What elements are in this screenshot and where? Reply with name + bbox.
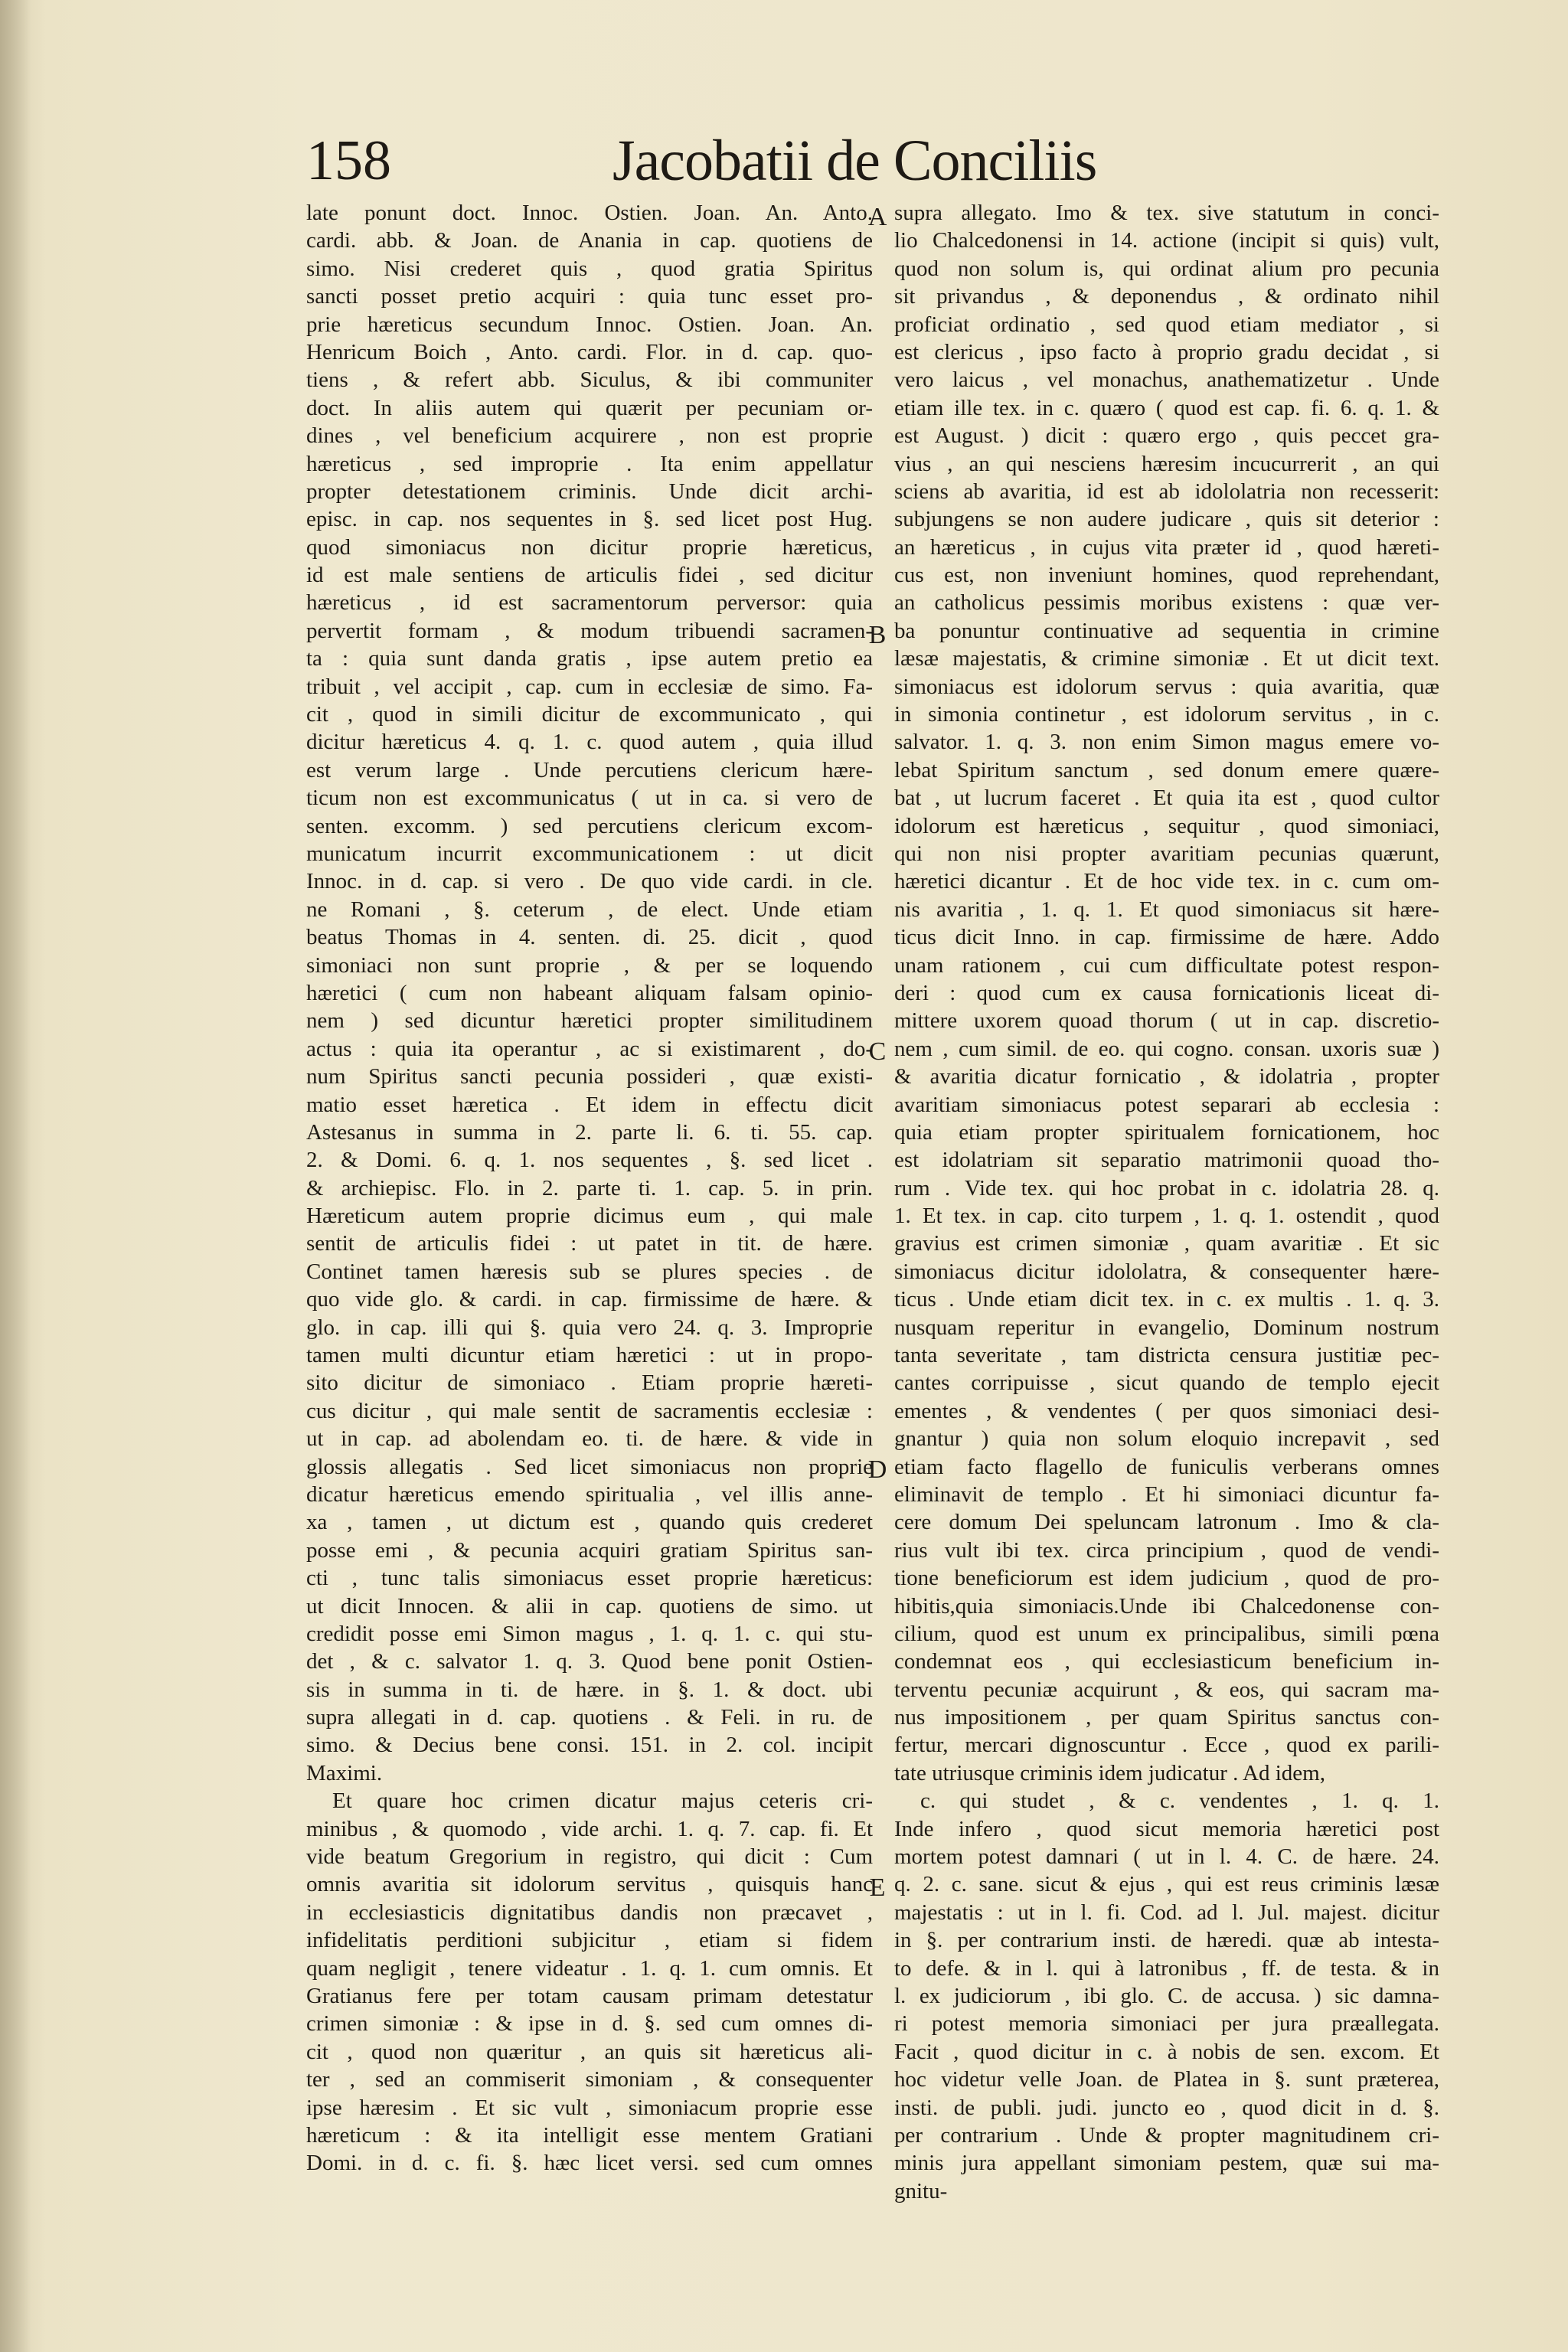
text-line: nusquam reperitur in evangelio, Dominum nostrum — [894, 1315, 1439, 1340]
text-line: dicatur hæreticus emendo spiritualia , vel illis anne- — [306, 1481, 873, 1507]
text-line: ba ponuntur continuative ad sequentia in crimine — [894, 618, 1439, 643]
text-line: ticum non est excommunicatus ( ut in ca. si vero de — [306, 786, 873, 811]
text-line: est clericus , ipso facto à proprio gradu decidat , si — [894, 339, 1439, 364]
text-line: dines , vel beneficium acquirere , non est proprie — [306, 423, 873, 449]
text-line: 1. Et tex. in cap. cito turpem , 1. q. 1. ostendit , quod — [894, 1204, 1439, 1229]
text-line: gnitu- — [894, 2178, 948, 2203]
text-line: supra allegati in d. cap. quotiens . & Feli. in ru. de — [306, 1705, 873, 1730]
text-line: tanta severitate , tam districta censura justitiæ pec- — [894, 1343, 1439, 1368]
margin-letter-c: C — [868, 1037, 887, 1066]
text-line: avaritiam simoniacus potest separari ab ecclesia : — [894, 1092, 1439, 1117]
text-line: cus dicitur , qui male sentit de sacramentis ecclesiæ : — [306, 1398, 873, 1423]
text-line: dicitur hæreticus 4. q. 1. c. quod autem , quia illud — [306, 730, 873, 755]
text-line: cantes corripuisse , sicut quando de templo ejecit — [894, 1370, 1439, 1396]
text-line: sciens ab avaritia, id est ab idololatria non recesserit: — [894, 479, 1439, 504]
text-line: est August. ) dicit : quæro ergo , quis peccet gra- — [894, 423, 1439, 449]
text-line: hæretici dicantur . Et de hoc vide tex. in c. cum om- — [894, 869, 1439, 894]
text-line: xa , tamen , ut dictum est , quando quis crederet — [306, 1510, 873, 1535]
text-line: tate utriusque criminis idem judicatur . Ad idem, — [894, 1760, 1325, 1785]
text-line: matio esset hæretica . Et idem in effectu dicit — [306, 1092, 873, 1117]
text-line: tamen multi dicuntur etiam hæretici : ut in propo- — [306, 1343, 873, 1368]
text-line: supra allegato. Imo & tex. sive statutum in conci- — [894, 201, 1439, 225]
text-line: simoniacus dicitur idololatra, & consequenter hære- — [894, 1259, 1439, 1284]
text-line: etiam ille tex. in c. quæro ( quod est cap. fi. 6. q. 1. & — [894, 395, 1439, 420]
text-line: q. 2. c. sane. sicut & ejus , qui est reus criminis læsæ — [894, 1872, 1439, 1897]
text-line: Et quare hoc crimen dicatur majus ceteris cri- — [332, 1788, 873, 1814]
text-line: prie hæreticus secundum Innoc. Ostien. Joan. An. — [306, 312, 873, 337]
text-line: gravius est crimen simoniæ , quam avaritiæ . Et sic — [894, 1231, 1439, 1256]
text-line: nus impositionem , per quam Spiritus sanctus con- — [894, 1705, 1439, 1730]
text-line: etiam facto flagello de funiculis verberans omnes — [894, 1454, 1439, 1479]
text-line: quod non solum is, qui ordinat alium pro pecunia — [894, 256, 1439, 281]
text-line: simoniaci non sunt proprie , & per se loquendo — [306, 952, 873, 978]
text-line: Inde infero , quod sicut memoria hæretici post — [894, 1816, 1439, 1841]
text-line: fertur, mercari dignoscuntur . Ecce , quod ex parili- — [894, 1733, 1439, 1758]
text-line: per contrarium . Unde & propter magnitudinem cri- — [894, 2122, 1439, 2148]
text-line: vero laicus , vel monachus, anathematizetur . Unde — [894, 368, 1439, 393]
text-line: Maximi. — [306, 1760, 383, 1785]
text-line: bat , ut lucrum faceret . Et quia ita est , quod cultor — [894, 786, 1439, 811]
text-line: Facit , quod dicitur in c. à nobis de sen. excom. Et — [894, 2039, 1439, 2064]
text-line: subjungens se non audere judicare , quis sit deterior : — [894, 507, 1439, 532]
text-line: mittere uxorem quoad thorum ( ut in cap. discretio- — [894, 1008, 1439, 1034]
text-line: sentit de articulis fidei : ut patet in tit. de hære. — [306, 1231, 873, 1256]
text-line: cardi. abb. & Joan. de Anania in cap. quotiens de — [306, 228, 873, 253]
text-line: cit , quod non quæritur , an quis sit hæreticus ali- — [306, 2039, 873, 2064]
text-line: hoc videtur velle Joan. de Platea in §. sunt præterea, — [894, 2067, 1439, 2092]
text-line: 2. & Domi. 6. q. 1. nos sequentes , §. sed licet . — [306, 1148, 873, 1173]
text-line: cere domum Dei speluncam latronum . Imo & cla- — [894, 1510, 1439, 1535]
text-line: mortem potest damnari ( ut in l. 4. C. de hære. 24. — [894, 1844, 1439, 1870]
text-line: ut in cap. ad abolendam eo. ti. de hære. & vide in — [306, 1426, 873, 1452]
text-line: det , & c. salvator 1. q. 3. Quod bene ponit Ostien- — [306, 1649, 873, 1674]
text-line: Astesanus in summa in 2. parte li. 6. ti. 55. cap. — [306, 1119, 873, 1145]
text-line: idolorum est hæreticus , sequitur , quod simoniaci, — [894, 813, 1439, 838]
text-line: infidelitatis perditioni subjicitur , etiam si fidem — [306, 1928, 873, 1953]
margin-letter-a: A — [867, 203, 887, 231]
text-line: quia etiam propter spiritualem fornicationem, hoc — [894, 1119, 1439, 1145]
page-number: 158 — [306, 129, 391, 192]
text-line: insti. de publi. judi. juncto eo , quod dicit in d. §. — [894, 2095, 1439, 2120]
text-line: in ecclesiasticis dignitatibus dandis non præcavet , — [306, 1900, 873, 1925]
left-text-column — [306, 199, 873, 2177]
text-line: doct. In aliis autem qui quærit per pecuniam or- — [306, 395, 873, 420]
text-line: ut dicit Innocen. & alii in cap. quotiens de simo. ut — [306, 1593, 873, 1619]
text-line: simo. Nisi crederet quis , quod gratia Spiritus — [306, 256, 873, 281]
text-line: ementes , & vendentes ( per quos simoniaci desi- — [894, 1398, 1439, 1423]
text-line: vius , an qui nesciens hæresim incucurrerit , an qui — [894, 451, 1439, 476]
text-line: simo. & Decius bene consi. 151. in 2. col. incipit — [306, 1733, 873, 1758]
text-line: posse emi , & pecunia acquiri gratiam Spiritus san- — [306, 1537, 873, 1563]
margin-letter-e: E — [869, 1873, 886, 1902]
text-line: ticus . Unde etiam dicit tex. in c. ex multis . 1. q. 3. — [894, 1287, 1439, 1312]
text-line: ne Romani , §. ceterum , de elect. Unde etiam — [306, 897, 873, 922]
text-line: ta : quia sunt danda gratis , ipse autem pretio ea — [306, 646, 873, 671]
text-line: tiens , & refert abb. Siculus, & ibi communiter — [306, 368, 873, 393]
text-line: lio Chalcedonensi in 14. actione (incipit si quis) vult, — [894, 228, 1439, 253]
page-header — [306, 122, 1302, 199]
text-line: majestatis : ut in l. fi. Cod. ad l. Jul. majest. dicitur — [894, 1900, 1439, 1925]
text-line: cus est, non inveniunt homines, quod reprehendant, — [894, 563, 1439, 588]
text-line: an hæreticus , in cujus vita præter id , quod hæreti- — [894, 534, 1439, 560]
text-line: minis jura appellant simoniam pestem, quæ sui ma- — [894, 2151, 1439, 2176]
text-line: Gratianus fere per totam causam primam detestatur — [306, 1984, 873, 2008]
text-line: id est male sentiens de articulis fidei , sed dicitur — [306, 563, 873, 588]
text-line: senten. excomm. ) sed percutiens clericum excom- — [306, 813, 873, 838]
text-line: glossis allegatis . Sed licet simoniacus non proprie — [306, 1454, 873, 1479]
text-line: sito dicitur de simoniaco . Etiam proprie hæreti- — [306, 1370, 873, 1396]
text-line: cti , tunc talis simoniacus esset proprie hæreticus: — [306, 1566, 873, 1591]
text-line: & archiepisc. Flo. in 2. parte ti. 1. cap. 5. in prin. — [306, 1175, 873, 1200]
text-line: sancti posset pretio acquiri : quia tunc esset pro- — [306, 284, 873, 309]
text-line: minibus , & quomodo , vide archi. 1. q. 7. cap. fi. Et — [306, 1816, 873, 1841]
text-line: an catholicus pessimis moribus existens : quæ ver- — [894, 590, 1439, 616]
text-line: in simonia continetur , est idolorum servitus , in c. — [894, 702, 1439, 727]
text-line: glo. in cap. illi qui §. quia vero 24. q. 3. Improprie — [306, 1315, 873, 1340]
text-line: num Spiritus sancti pecunia possideri , quæ existi- — [306, 1064, 873, 1089]
running-title: Jacobatii de Conciliis — [612, 129, 1097, 193]
text-line: tione beneficiorum est idem judicium , quod de pro- — [894, 1566, 1439, 1591]
text-line: simoniacus est idolorum servus : quia avaritia, quæ — [894, 674, 1439, 699]
text-line: cilium, quod est unum ex principalibus, simili pœna — [894, 1621, 1439, 1646]
text-line: terventu pecuniæ acquirunt , & eos, qui sacram ma- — [894, 1677, 1439, 1702]
text-line: lebat Spiritum sanctum , sed donum emere quære- — [894, 757, 1439, 782]
text-line: nem , cum simil. de eo. qui cogno. consan. uxoris suæ ) — [894, 1036, 1439, 1061]
text-line: tribuit , vel accipit , cap. cum in ecclesiæ de simo. Fa- — [306, 674, 873, 699]
text-line: est verum large . Unde percutiens clericum hære- — [306, 757, 873, 782]
text-line: sit privandus , & deponendus , & ordinato nihil — [894, 284, 1439, 309]
text-line: & avaritia dicatur fornicatio , & idolatria , propter — [894, 1064, 1439, 1089]
text-line: pervertit formam , & modum tribuendi sacramen- — [306, 618, 873, 643]
text-line: qui non nisi propter avaritiam pecunias quærunt, — [894, 841, 1439, 866]
text-line: hæreticum : & ita intelligit esse mentem Gratiani — [306, 2122, 873, 2148]
text-line: c. qui studet , & c. vendentes , 1. q. 1. — [920, 1788, 1439, 1814]
text-line: læsæ majestatis, & crimine simoniæ . Et ut dicit text. — [894, 646, 1439, 671]
text-line: credidit posse emi Simon magus , 1. q. 1. c. qui stu- — [306, 1621, 873, 1646]
text-line: quam negligit , tenere videatur . 1. q. 1. cum omnis. Et — [306, 1955, 873, 1981]
text-line: sis in summa in ti. de hære. in §. 1. & doct. ubi — [306, 1677, 873, 1702]
text-line: ipse hæresim . Et sic vult , simoniacum proprie esse — [306, 2095, 873, 2120]
text-line: Innoc. in d. cap. si vero . De quo vide cardi. in cle. — [306, 869, 873, 894]
text-line: hæreticus , sed improprie . Ita enim appellatur — [306, 451, 873, 476]
text-line: rius vult ibi tex. circa principium , quod de vendi- — [894, 1537, 1439, 1563]
text-line: gnantur ) quia non solum eloquio increpavit , sed — [894, 1426, 1439, 1452]
text-line: Continet tamen hæresis sub se plures species . de — [306, 1259, 873, 1284]
text-line: episc. in cap. nos sequentes in §. sed licet post Hug. — [306, 507, 873, 532]
text-line: omnis avaritia sit idolorum servitus , quisquis hanc — [306, 1872, 873, 1897]
text-line: ri potest memoria simoniaci per jura præallegata. — [894, 2011, 1439, 2037]
text-line: to defe. & in l. qui à latronibus , ff. de testa. & in — [894, 1955, 1439, 1981]
text-line: hibitis,quia simoniacis.Unde ibi Chalcedonense con- — [894, 1593, 1439, 1619]
text-line: rum . Vide tex. qui hoc probat in c. idolatria 28. q. — [894, 1175, 1439, 1200]
text-line: in §. per contrarium insti. de hæredi. quæ ab intesta- — [894, 1928, 1439, 1953]
text-line: cit , quod in simili dicitur de excommunicato , qui — [306, 702, 873, 727]
text-line: municatum incurrit excommunicationem : ut dicit — [306, 841, 873, 866]
text-line: quo vide glo. & cardi. in cap. firmissime de hære. & — [306, 1287, 873, 1312]
text-line: condemnat eos , qui ecclesiasticum beneficium in- — [894, 1649, 1439, 1674]
text-line: eliminavit de templo . Et hi simoniaci dicuntur fa- — [894, 1481, 1439, 1507]
text-line: beatus Thomas in 4. senten. di. 25. dicit , quod — [306, 925, 873, 950]
text-line: est idolatriam sit separatio matrimonii quoad tho- — [894, 1148, 1439, 1173]
margin-letter-b: B — [868, 621, 887, 649]
text-line: nis avaritia , 1. q. 1. Et quod simoniacus sit hære- — [894, 897, 1439, 922]
text-line: quod simoniacus non dicitur proprie hæreticus, — [306, 534, 873, 560]
gutter-shadow — [0, 0, 31, 2352]
text-line: Hæreticum autem proprie dicimus eum , qui male — [306, 1204, 873, 1229]
text-line: deri : quod cum ex causa fornicationis liceat di- — [894, 980, 1439, 1005]
text-line: salvator. 1. q. 3. non enim Simon magus emere vo- — [894, 730, 1439, 755]
text-line: l. ex judiciorum , ibi glo. C. de accusa. ) sic damna- — [894, 1984, 1439, 2008]
text-line: unam rationem , cui cum difficultate potest respon- — [894, 952, 1439, 978]
text-line: actus : quia ita operantur , ac si existimarent , do- — [306, 1036, 873, 1061]
right-text-column — [894, 199, 1439, 2205]
margin-letter-d: D — [867, 1455, 887, 1484]
text-line: propter detestationem criminis. Unde dicit archi- — [306, 479, 873, 504]
text-line: ter , sed an commiserit simoniam , & consequenter — [306, 2067, 873, 2092]
text-line: hæreticus , id est sacramentorum perversor: quia — [306, 590, 873, 616]
text-line: late ponunt doct. Innoc. Ostien. Joan. An. Anto. — [306, 201, 873, 225]
text-line: crimen simoniæ : & ipse in d. §. sed cum omnes di- — [306, 2011, 873, 2037]
text-line: ticus dicit Inno. in cap. firmissime de hære. Addo — [894, 925, 1439, 950]
text-line: Henricum Boich , Anto. cardi. Flor. in d. cap. quo- — [306, 339, 873, 364]
text-line: hæretici ( cum non habeant aliquam falsam opinio- — [306, 980, 873, 1005]
text-line: nem ) sed dicuntur hæretici propter similitudinem — [306, 1008, 873, 1034]
text-line: Domi. in d. c. fi. §. hæc licet versi. sed cum omnes — [306, 2151, 873, 2176]
text-line: proficiat ordinatio , sed quod etiam mediator , si — [894, 312, 1439, 337]
text-line: vide beatum Gregorium in registro, qui dicit : Cum — [306, 1844, 873, 1870]
